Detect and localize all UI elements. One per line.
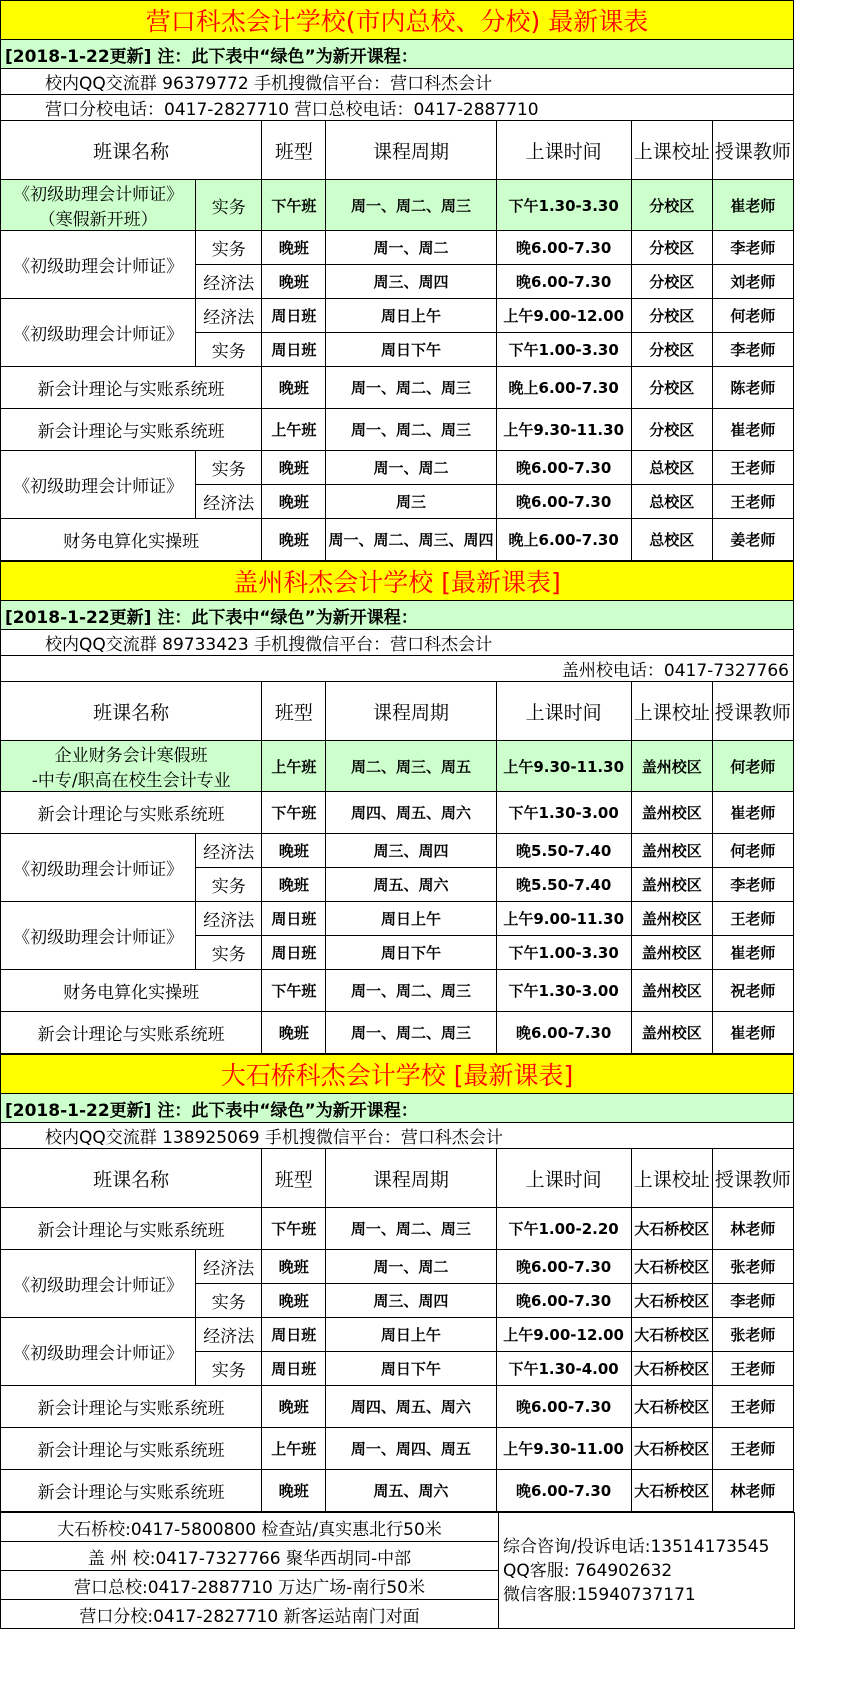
- section-title: 大石桥科杰会计学校 [最新课表]: [1, 1055, 794, 1094]
- class-time: 上午9.30-11.30: [496, 409, 631, 451]
- class-site: 大石桥校区: [631, 1386, 712, 1428]
- schedule-table-0: [0, 0, 794, 561]
- class-type: 晚班: [262, 367, 326, 409]
- course-name: 《初级助理会计师证》: [1, 299, 196, 367]
- class-type: 上午班: [262, 409, 326, 451]
- course-period: 周日下午: [326, 333, 496, 367]
- info-line: 盖州校电话：0417-7327766: [1, 656, 794, 682]
- course-subject: 实务: [196, 936, 262, 970]
- class-time: 晚6.00-7.30: [496, 231, 631, 265]
- course-subject: 实务: [196, 451, 262, 485]
- class-type: 下午班: [262, 1208, 326, 1250]
- course-name: 财务电算化实操班: [1, 519, 262, 561]
- class-site: 大石桥校区: [631, 1284, 712, 1318]
- teacher: 崔老师: [712, 180, 793, 231]
- update-note: [2018-1-22更新] 注：此下表中“绿色”为新开课程：: [1, 40, 794, 69]
- class-site: 盖州校区: [631, 970, 712, 1012]
- section-title: 营口科杰会计学校(市内总校、分校) 最新课表: [1, 1, 794, 40]
- course-name: 《初级助理会计师证》: [1, 451, 196, 519]
- header-class-type: 班型: [262, 682, 326, 741]
- teacher: 陈老师: [712, 367, 793, 409]
- teacher: 姜老师: [712, 519, 793, 561]
- class-type: 周日班: [262, 936, 326, 970]
- table-row: [1, 1386, 794, 1428]
- class-type: 周日班: [262, 1318, 326, 1352]
- contact-info: [499, 1513, 795, 1629]
- table-row: [1, 1250, 794, 1284]
- class-site: 盖州校区: [631, 902, 712, 936]
- info-line: 校内QQ交流群 96379772 手机搜微信平台：营口科杰会计: [1, 69, 794, 95]
- course-period: 周日上午: [326, 902, 496, 936]
- teacher: 王老师: [712, 1428, 793, 1470]
- course-period: 周一、周二: [326, 451, 496, 485]
- class-site: 分校区: [631, 299, 712, 333]
- course-name: 新会计理论与实账系统班: [1, 1386, 262, 1428]
- info-line: 校内QQ交流群 138925069 手机搜微信平台：营口科杰会计: [1, 1123, 794, 1149]
- header-time: 上课时间: [496, 121, 631, 180]
- course-period: 周五、周六: [326, 868, 496, 902]
- header-teacher: 授课教师: [712, 1149, 793, 1208]
- class-site: 总校区: [631, 451, 712, 485]
- class-time: 晚6.00-7.30: [496, 1386, 631, 1428]
- course-subject: 经济法: [196, 299, 262, 333]
- course-subject: 经济法: [196, 902, 262, 936]
- school-address: 营口分校:0417-2827710 新客运站南门对面: [1, 1600, 499, 1629]
- class-site: 大石桥校区: [631, 1318, 712, 1352]
- course-name: 《初级助理会计师证》: [1, 902, 196, 970]
- teacher: 何老师: [712, 834, 793, 868]
- teacher: 王老师: [712, 1386, 793, 1428]
- class-site: 分校区: [631, 409, 712, 451]
- class-site: 大石桥校区: [631, 1352, 712, 1386]
- class-site: 盖州校区: [631, 792, 712, 834]
- course-period: 周一、周二、周三: [326, 409, 496, 451]
- class-type: 周日班: [262, 902, 326, 936]
- school-address: 营口总校:0417-2887710 万达广场-南行50米: [1, 1571, 499, 1600]
- school-address: 盖 州 校:0417-7327766 聚华西胡同-中部: [1, 1542, 499, 1571]
- course-name: 新会计理论与实账系统班: [1, 1208, 262, 1250]
- class-time: 晚6.00-7.30: [496, 1284, 631, 1318]
- class-time: 晚6.00-7.30: [496, 1470, 631, 1512]
- class-site: 盖州校区: [631, 936, 712, 970]
- table-row: [1, 180, 794, 231]
- course-period: 周一、周二、周三: [326, 180, 496, 231]
- header-period: 课程周期: [326, 1149, 496, 1208]
- class-time: 下午1.00-3.30: [496, 333, 631, 367]
- class-time: 上午9.00-12.00: [496, 1318, 631, 1352]
- class-site: 分校区: [631, 180, 712, 231]
- class-type: 晚班: [262, 1012, 326, 1054]
- teacher: 李老师: [712, 1284, 793, 1318]
- class-type: 周日班: [262, 1352, 326, 1386]
- class-type: 晚班: [262, 1284, 326, 1318]
- info-line: 校内QQ交流群 89733423 手机搜微信平台：营口科杰会计: [1, 630, 794, 656]
- course-name: 《初级助理会计师证》: [1, 834, 196, 902]
- contact-line: QQ客服: 764902632: [503, 1560, 673, 1581]
- schedule-table-2: [0, 1054, 794, 1512]
- update-note: [2018-1-22更新] 注：此下表中“绿色”为新开课程：: [1, 1094, 794, 1123]
- course-period: 周一、周二、周三、周四: [326, 519, 496, 561]
- teacher: 李老师: [712, 333, 793, 367]
- course-period: 周日上午: [326, 1318, 496, 1352]
- header-site: 上课校址: [631, 1149, 712, 1208]
- class-time: 下午1.00-3.30: [496, 936, 631, 970]
- course-subject: 经济法: [196, 1318, 262, 1352]
- course-name: 新会计理论与实账系统班: [1, 1428, 262, 1470]
- class-type: 周日班: [262, 299, 326, 333]
- course-subject: 实务: [196, 231, 262, 265]
- class-site: 大石桥校区: [631, 1208, 712, 1250]
- table-row: [1, 1208, 794, 1250]
- teacher: 王老师: [712, 485, 793, 519]
- course-period: 周二、周三、周五: [326, 741, 496, 792]
- class-time: 晚6.00-7.30: [496, 485, 631, 519]
- class-type: 上午班: [262, 1428, 326, 1470]
- contact-line: 综合咨询/投诉电话:13514173545: [503, 1536, 770, 1557]
- teacher: 王老师: [712, 451, 793, 485]
- class-type: 下午班: [262, 970, 326, 1012]
- class-site: 盖州校区: [631, 868, 712, 902]
- course-name: 企业财务会计寒假班 -中专/职高在校生会计专业: [1, 741, 262, 792]
- class-time: 下午1.30-4.00: [496, 1352, 631, 1386]
- course-period: 周三、周四: [326, 265, 496, 299]
- course-period: 周四、周五、周六: [326, 1386, 496, 1428]
- class-time: 下午1.30-3.00: [496, 792, 631, 834]
- teacher: 张老师: [712, 1250, 793, 1284]
- course-period: 周日下午: [326, 936, 496, 970]
- class-type: 周日班: [262, 333, 326, 367]
- class-time: 晚5.50-7.40: [496, 868, 631, 902]
- class-type: 晚班: [262, 265, 326, 299]
- class-site: 盖州校区: [631, 1012, 712, 1054]
- teacher: 祝老师: [712, 970, 793, 1012]
- course-period: 周一、周二: [326, 1250, 496, 1284]
- class-type: 晚班: [262, 231, 326, 265]
- class-time: 晚6.00-7.30: [496, 1012, 631, 1054]
- table-row: [1, 299, 794, 333]
- header-course-name: 班课名称: [1, 121, 262, 180]
- teacher: 林老师: [712, 1470, 793, 1512]
- teacher: 李老师: [712, 231, 793, 265]
- class-type: 下午班: [262, 792, 326, 834]
- course-name: 新会计理论与实账系统班: [1, 409, 262, 451]
- course-subject: 实务: [196, 868, 262, 902]
- table-row: [1, 902, 794, 936]
- teacher: 何老师: [712, 741, 793, 792]
- class-type: 晚班: [262, 519, 326, 561]
- course-subject: 实务: [196, 1284, 262, 1318]
- table-row: [1, 834, 794, 868]
- class-site: 大石桥校区: [631, 1428, 712, 1470]
- info-line: 营口分校电话：0417-2827710 营口总校电话：0417-2887710: [1, 95, 794, 121]
- course-period: 周三、周四: [326, 834, 496, 868]
- class-site: 分校区: [631, 231, 712, 265]
- header-course-name: 班课名称: [1, 1149, 262, 1208]
- class-time: 下午1.30-3.00: [496, 970, 631, 1012]
- class-site: 分校区: [631, 367, 712, 409]
- course-period: 周一、周二、周三: [326, 1208, 496, 1250]
- header-site: 上课校址: [631, 121, 712, 180]
- header-course-name: 班课名称: [1, 682, 262, 741]
- contact-line: 微信客服:15940737171: [503, 1584, 696, 1605]
- course-name: 《初级助理会计师证》: [1, 1318, 196, 1386]
- course-name: 新会计理论与实账系统班: [1, 1470, 262, 1512]
- table-row: [1, 741, 794, 792]
- course-name: 《初级助理会计师证》: [1, 1250, 196, 1318]
- course-period: 周日上午: [326, 299, 496, 333]
- header-teacher: 授课教师: [712, 121, 793, 180]
- table-row: [1, 519, 794, 561]
- class-time: 上午9.30-11.00: [496, 1428, 631, 1470]
- header-time: 上课时间: [496, 1149, 631, 1208]
- class-time: 晚5.50-7.40: [496, 834, 631, 868]
- course-name: 财务电算化实操班: [1, 970, 262, 1012]
- teacher: 崔老师: [712, 936, 793, 970]
- course-period: 周一、周二、周三: [326, 367, 496, 409]
- teacher: 崔老师: [712, 409, 793, 451]
- course-period: 周四、周五、周六: [326, 792, 496, 834]
- table-row: [1, 451, 794, 485]
- course-subject: 经济法: [196, 485, 262, 519]
- course-name: 新会计理论与实账系统班: [1, 792, 262, 834]
- header-teacher: 授课教师: [712, 682, 793, 741]
- course-period: 周一、周二、周三: [326, 1012, 496, 1054]
- class-site: 总校区: [631, 519, 712, 561]
- class-time: 晚6.00-7.30: [496, 1250, 631, 1284]
- class-time: 晚6.00-7.30: [496, 451, 631, 485]
- class-time: 晚上6.00-7.30: [496, 367, 631, 409]
- class-type: 晚班: [262, 451, 326, 485]
- school-address: 大石桥校:0417-5800800 检查站/真实惠北行50米: [1, 1513, 499, 1542]
- class-type: 下午班: [262, 180, 326, 231]
- course-period: 周一、周四、周五: [326, 1428, 496, 1470]
- class-type: 晚班: [262, 1250, 326, 1284]
- course-period: 周三: [326, 485, 496, 519]
- class-site: 分校区: [631, 333, 712, 367]
- course-subject: 经济法: [196, 1250, 262, 1284]
- teacher: 王老师: [712, 1352, 793, 1386]
- update-note: [2018-1-22更新] 注：此下表中“绿色”为新开课程：: [1, 601, 794, 630]
- teacher: 崔老师: [712, 792, 793, 834]
- class-time: 晚上6.00-7.30: [496, 519, 631, 561]
- footer-contacts: [0, 1512, 795, 1629]
- course-subject: 实务: [196, 180, 262, 231]
- class-site: 总校区: [631, 485, 712, 519]
- class-time: 下午1.30-3.30: [496, 180, 631, 231]
- class-site: 大石桥校区: [631, 1250, 712, 1284]
- course-subject: 经济法: [196, 834, 262, 868]
- class-site: 盖州校区: [631, 834, 712, 868]
- class-type: 晚班: [262, 1470, 326, 1512]
- teacher: 林老师: [712, 1208, 793, 1250]
- table-row: [1, 409, 794, 451]
- header-period: 课程周期: [326, 121, 496, 180]
- class-time: 晚6.00-7.30: [496, 265, 631, 299]
- table-row: [1, 367, 794, 409]
- class-type: 晚班: [262, 1386, 326, 1428]
- teacher: 张老师: [712, 1318, 793, 1352]
- class-site: 分校区: [631, 265, 712, 299]
- course-subject: 实务: [196, 333, 262, 367]
- header-period: 课程周期: [326, 682, 496, 741]
- class-type: 晚班: [262, 868, 326, 902]
- course-name: 新会计理论与实账系统班: [1, 367, 262, 409]
- course-name: 《初级助理会计师证》 （寒假新开班）: [1, 180, 196, 231]
- table-row: [1, 1012, 794, 1054]
- header-class-type: 班型: [262, 121, 326, 180]
- class-time: 上午9.30-11.30: [496, 741, 631, 792]
- course-subject: 实务: [196, 1352, 262, 1386]
- teacher: 何老师: [712, 299, 793, 333]
- class-time: 上午9.00-11.30: [496, 902, 631, 936]
- course-period: 周一、周二、周三: [326, 970, 496, 1012]
- teacher: 刘老师: [712, 265, 793, 299]
- course-period: 周日下午: [326, 1352, 496, 1386]
- class-site: 盖州校区: [631, 741, 712, 792]
- table-row: [1, 231, 794, 265]
- class-time: 下午1.00-2.20: [496, 1208, 631, 1250]
- table-row: [1, 792, 794, 834]
- schedule-table-1: [0, 561, 794, 1054]
- table-row: [1, 1428, 794, 1470]
- header-class-type: 班型: [262, 1149, 326, 1208]
- course-period: 周一、周二: [326, 231, 496, 265]
- section-title: 盖州科杰会计学校 [最新课表]: [1, 562, 794, 601]
- header-time: 上课时间: [496, 682, 631, 741]
- class-type: 晚班: [262, 485, 326, 519]
- table-row: [1, 1318, 794, 1352]
- course-period: 周三、周四: [326, 1284, 496, 1318]
- teacher: 王老师: [712, 902, 793, 936]
- class-site: 大石桥校区: [631, 1470, 712, 1512]
- course-name: 《初级助理会计师证》: [1, 231, 196, 299]
- table-row: [1, 1470, 794, 1512]
- class-type: 晚班: [262, 834, 326, 868]
- class-type: 上午班: [262, 741, 326, 792]
- header-site: 上课校址: [631, 682, 712, 741]
- course-subject: 经济法: [196, 265, 262, 299]
- course-period: 周五、周六: [326, 1470, 496, 1512]
- teacher: 李老师: [712, 868, 793, 902]
- table-row: [1, 970, 794, 1012]
- class-time: 上午9.00-12.00: [496, 299, 631, 333]
- course-name: 新会计理论与实账系统班: [1, 1012, 262, 1054]
- teacher: 崔老师: [712, 1012, 793, 1054]
